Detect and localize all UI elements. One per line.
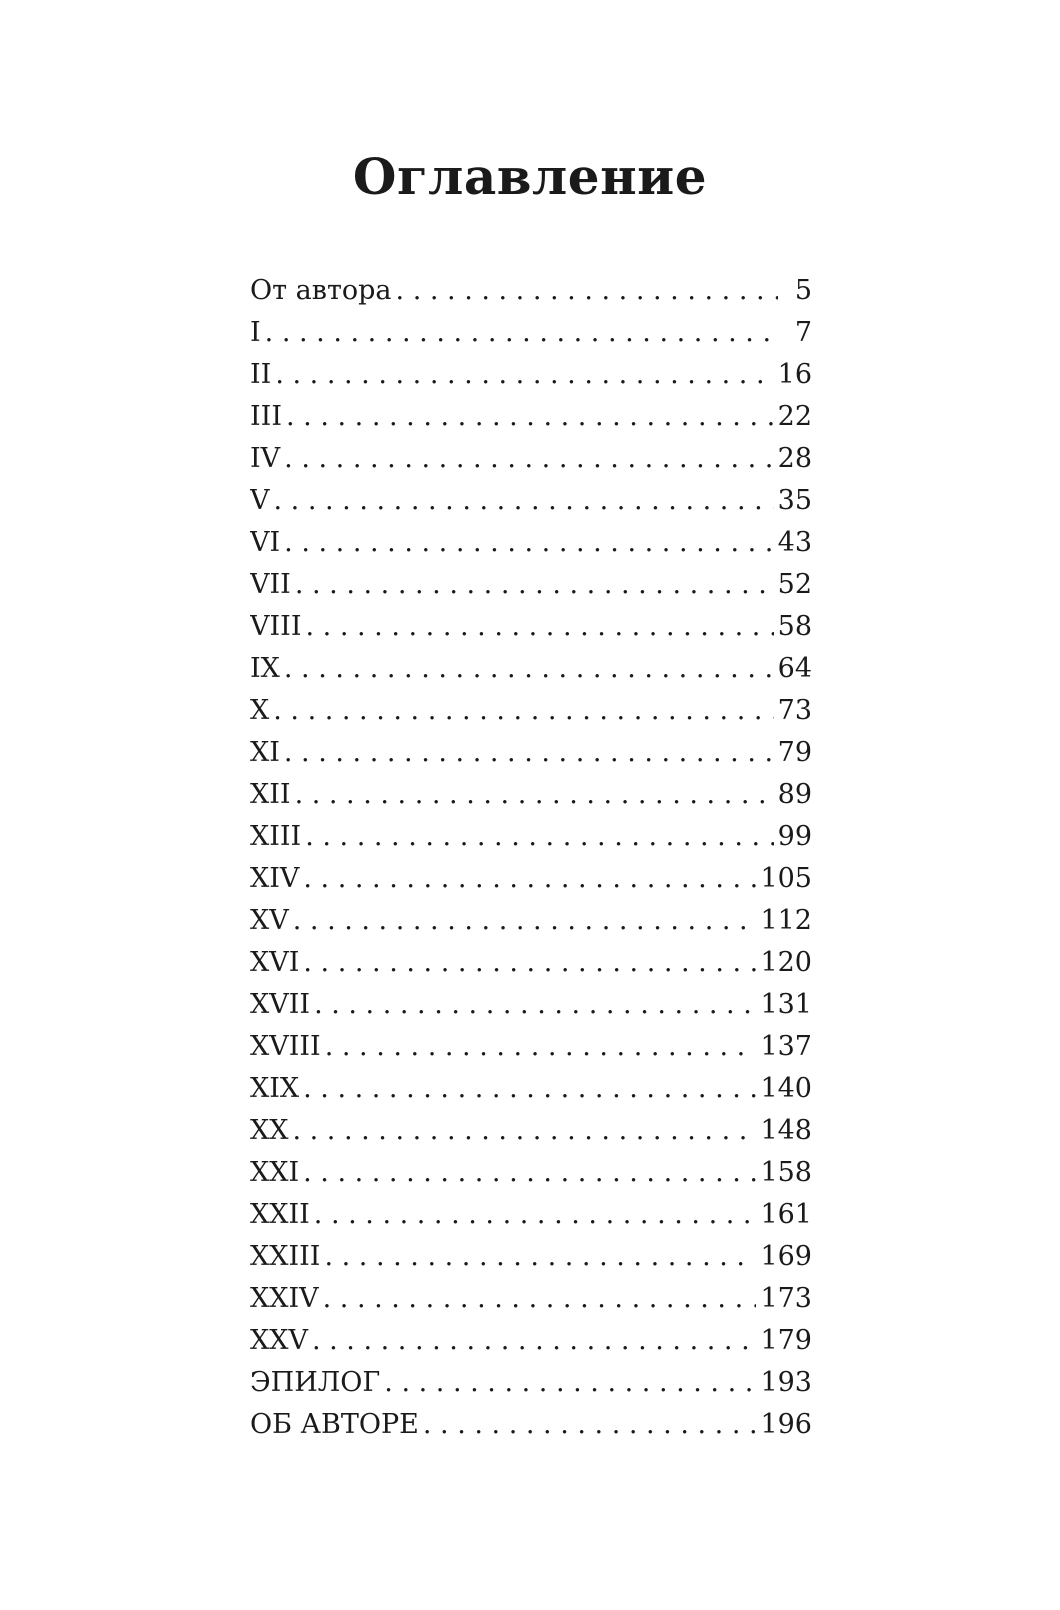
toc-entry-label: IX [250, 653, 280, 684]
toc-entry-label: VII [250, 569, 291, 600]
toc-dot-leader [273, 690, 773, 732]
toc-dot-leader [275, 354, 773, 396]
toc-dot-leader [325, 1026, 757, 1068]
toc-entry [250, 480, 812, 522]
toc-entry-page-number: 161 [760, 1199, 812, 1230]
toc-entry-page-number: 64 [777, 653, 812, 684]
toc-entry [250, 1236, 812, 1278]
toc-entry [250, 606, 812, 648]
toc-entry-page-number: 196 [760, 1409, 812, 1440]
toc-entry-page-number: 5 [794, 275, 812, 306]
toc-entry-label: От автора [250, 275, 392, 306]
toc-dot-leader [274, 480, 774, 522]
toc-entry-label: XXIII [250, 1241, 321, 1272]
toc-dot-leader [292, 1110, 756, 1152]
toc-entry-page-number: 158 [760, 1157, 812, 1188]
toc-entry-label: II [250, 359, 272, 390]
toc-entry [250, 354, 812, 396]
toc-entry-page-number: 120 [760, 947, 812, 978]
toc-dot-leader [314, 1194, 757, 1236]
toc-entry-page-number: 99 [777, 821, 812, 852]
toc-dot-leader [312, 1320, 757, 1362]
toc-entry-label: XIX [250, 1073, 300, 1104]
toc-dot-leader [284, 522, 773, 564]
toc-entry [250, 1320, 812, 1362]
toc-dot-leader [284, 648, 774, 690]
toc-dot-leader [324, 1236, 756, 1278]
toc-entry-label: XXIV [250, 1283, 319, 1314]
toc-entry [250, 1362, 812, 1404]
toc-entry-page-number: 43 [777, 527, 812, 558]
toc-entry-label: III [250, 401, 282, 432]
toc-entry-page-number: 140 [760, 1073, 812, 1104]
toc-entry [250, 690, 812, 732]
toc-entry-label: XVII [250, 989, 311, 1020]
toc-entry-label: XXI [250, 1157, 300, 1188]
toc-entry [250, 648, 812, 690]
toc-dot-leader [265, 312, 778, 354]
toc-dot-leader [303, 1068, 756, 1110]
toc-dot-leader [286, 396, 774, 438]
toc-entry-label: ОБ АВТОРЕ [250, 1409, 419, 1440]
toc-entry-label: V [250, 485, 270, 516]
toc-entry-page-number: 16 [777, 359, 812, 390]
toc-entry [250, 312, 812, 354]
toc-entry-page-number: 35 [777, 485, 812, 516]
toc-entry-label: XV [250, 905, 289, 936]
toc-entry [250, 1404, 812, 1446]
toc-entry [250, 1068, 812, 1110]
page-title: Оглавление [352, 147, 708, 206]
toc-entry [250, 564, 812, 606]
toc-dot-leader [293, 900, 757, 942]
toc-entry [250, 984, 812, 1026]
toc-entry-page-number: 52 [777, 569, 812, 600]
toc-dot-leader [295, 564, 774, 606]
toc-dot-leader [306, 606, 774, 648]
toc-entry [250, 270, 812, 312]
toc-entry-label: I [250, 317, 261, 348]
toc-dot-leader [284, 438, 773, 480]
table-of-contents [250, 270, 812, 1446]
toc-entry-label: ЭПИЛОГ [250, 1367, 381, 1398]
toc-entry [250, 396, 812, 438]
toc-dot-leader [303, 1152, 756, 1194]
toc-entry-label: XVIII [250, 1031, 321, 1062]
toc-entry [250, 774, 812, 816]
toc-dot-leader [303, 942, 756, 984]
toc-entry-page-number: 22 [777, 401, 812, 432]
toc-entry-label: X [250, 695, 270, 726]
toc-entry-page-number: 131 [760, 989, 812, 1020]
toc-entry-label: XIII [250, 821, 302, 852]
toc-entry [250, 522, 812, 564]
toc-entry-page-number: 112 [760, 905, 812, 936]
toc-entry-page-number: 148 [760, 1115, 812, 1146]
toc-entry-page-number: 7 [794, 317, 812, 348]
toc-dot-leader [423, 1404, 757, 1446]
toc-entry [250, 732, 812, 774]
toc-dot-leader [384, 1362, 756, 1404]
toc-entry-page-number: 105 [760, 863, 812, 894]
toc-entry [250, 1278, 812, 1320]
toc-entry-page-number: 137 [760, 1031, 812, 1062]
toc-entry [250, 816, 812, 858]
toc-dot-leader [314, 984, 756, 1026]
toc-entry [250, 1152, 812, 1194]
toc-entry [250, 1194, 812, 1236]
toc-entry-label: VI [250, 527, 281, 558]
toc-entry [250, 900, 812, 942]
toc-dot-leader [305, 816, 773, 858]
toc-entry-label: IV [250, 443, 281, 474]
toc-entry-page-number: 193 [760, 1367, 812, 1398]
toc-entry-label: XX [250, 1115, 289, 1146]
toc-dot-leader [323, 1278, 757, 1320]
toc-entry-label: XXII [250, 1199, 310, 1230]
toc-entry-page-number: 28 [777, 443, 812, 474]
toc-dot-leader [396, 270, 778, 312]
toc-dot-leader [303, 858, 756, 900]
toc-entry-page-number: 173 [760, 1283, 812, 1314]
toc-entry-page-number: 179 [760, 1325, 812, 1356]
toc-entry-label: XXV [250, 1325, 308, 1356]
toc-entry-page-number: 58 [777, 611, 812, 642]
toc-entry-label: XVI [250, 947, 300, 978]
toc-entry-page-number: 79 [777, 737, 812, 768]
toc-dot-leader [284, 732, 774, 774]
toc-entry-page-number: 73 [777, 695, 812, 726]
toc-entry [250, 1110, 812, 1152]
toc-entry [250, 942, 812, 984]
toc-entry-label: XI [250, 737, 280, 768]
toc-entry-page-number: 169 [760, 1241, 812, 1272]
toc-entry-label: XII [250, 779, 291, 810]
toc-entry [250, 438, 812, 480]
toc-entry-label: XIV [250, 863, 300, 894]
toc-entry-label: VIII [250, 611, 302, 642]
toc-entry [250, 1026, 812, 1068]
toc-dot-leader [295, 774, 774, 816]
toc-entry-page-number: 89 [777, 779, 812, 810]
toc-entry [250, 858, 812, 900]
